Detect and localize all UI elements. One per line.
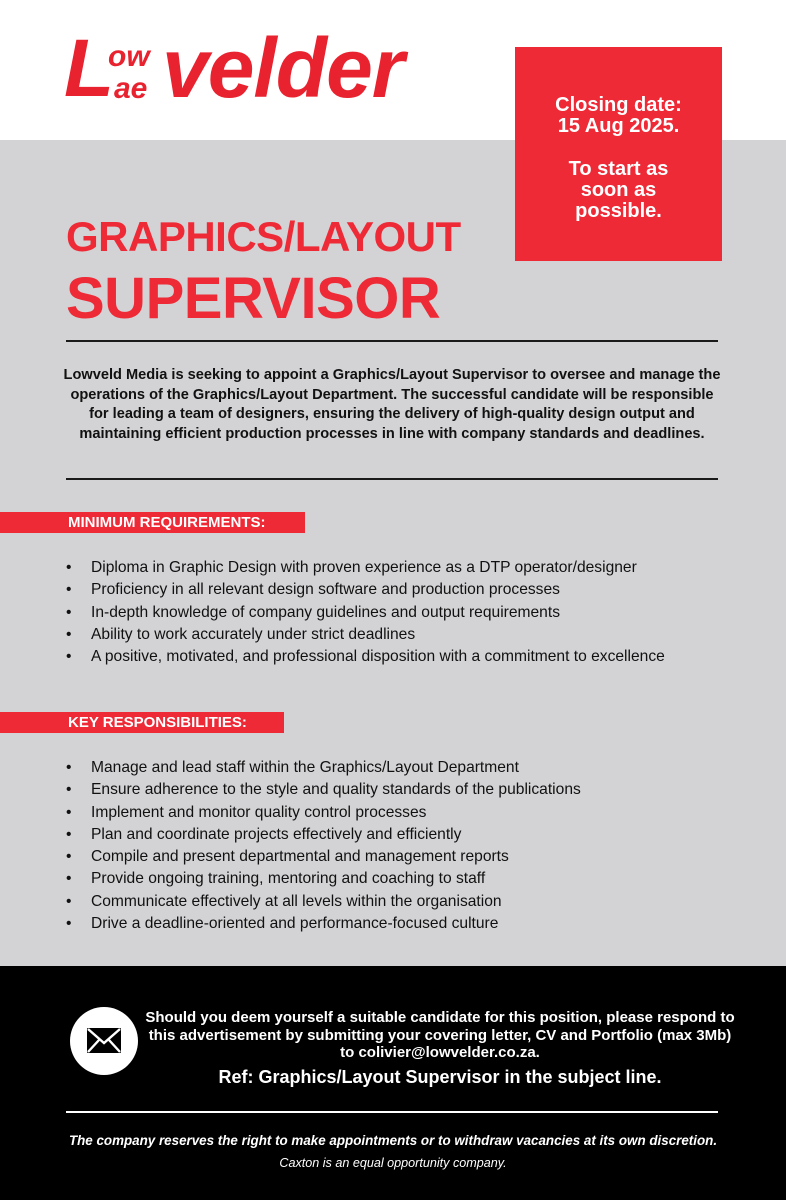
bullet-icon: •	[66, 825, 72, 843]
application-instructions: Should you deem yourself a suitable candidate for this position, please respond to this advertisement by submitting your covering letter, CV and Portfolio (max 3Mb) to colivier@lowvelder.co.za.	[145, 1009, 735, 1061]
equal-opportunity-text: Caxton is an equal opportunity company.	[279, 1156, 507, 1170]
job-title-line2: SUPERVISOR	[66, 266, 441, 331]
lowvelder-logo	[64, 21, 414, 115]
start-note-line1: To start as	[568, 158, 669, 180]
responsibilities-heading: KEY RESPONSIBILITIES:	[0, 712, 284, 733]
list-item: • Plan and coordinate projects effectively and efficiently	[66, 824, 726, 846]
bullet-icon: •	[66, 848, 72, 866]
envelope-icon	[70, 1007, 138, 1075]
list-item: • Provide ongoing training, mentoring and coaching to staff	[66, 868, 726, 890]
bullet-icon: •	[66, 759, 72, 776]
responsibilities-list	[66, 757, 726, 935]
list-item: • Proficiency in all relevant design software and production processes	[66, 579, 726, 601]
divider-top	[66, 340, 718, 342]
list-item: • Ensure adherence to the style and quality standards of the publications	[66, 779, 726, 801]
list-item: • Drive a deadline-oriented and performance-focused culture	[66, 913, 726, 935]
closing-date-label: Closing date:	[555, 94, 682, 116]
intro-paragraph: Lowveld Media is seeking to appoint a Graphics/Layout Supervisor to oversee and manage the operations of the Graphics/Layout Department. The successful candidate will be responsible for leading a team of designers, ensuring the delivery of high-quality design output and maintaining efficient production processes in line with company standards and deadlines.	[63, 367, 721, 442]
logo-upper-small: ow	[108, 40, 150, 73]
bullet-icon: •	[66, 625, 72, 643]
bullet-icon: •	[66, 603, 72, 621]
bullet-icon: •	[66, 870, 72, 888]
list-item: • Communicate effectively at all levels within the organisation	[66, 891, 726, 913]
requirements-heading: MINIMUM REQUIREMENTS:	[0, 512, 305, 533]
logo-wordmark-rest: velder	[162, 21, 404, 115]
job-title-line1: GRAPHICS/LAYOUT	[66, 213, 461, 260]
list-item: • In-depth knowledge of company guidelines and output requirements	[66, 602, 726, 624]
bullet-icon: •	[66, 648, 72, 666]
bullet-icon: •	[66, 915, 72, 933]
list-item: • Ability to work accurately under strict deadlines	[66, 624, 726, 646]
list-item: • Manage and lead staff within the Graphics/Layout Department	[66, 757, 726, 779]
bullet-icon: •	[66, 559, 72, 576]
bullet-icon: •	[66, 781, 72, 799]
list-item: • Implement and monitor quality control processes	[66, 802, 726, 824]
closing-date-box	[515, 47, 722, 261]
start-note-line3: possible.	[575, 200, 662, 222]
list-item: • A positive, motivated, and professional disposition with a commitment to excellence	[66, 646, 726, 668]
bullet-icon: •	[66, 803, 72, 821]
logo-lower-small: ae	[114, 72, 148, 105]
footer-divider	[66, 1111, 718, 1113]
logo-big-letter: L	[64, 23, 115, 114]
disclaimer-text: The company reserves the right to make appointments or to withdraw vacancies at its own discretion.	[68, 1133, 718, 1148]
list-item: • Compile and present departmental and management reports	[66, 846, 726, 868]
bullet-icon: •	[66, 892, 72, 910]
start-note-line2: soon as	[580, 179, 657, 201]
list-item: • Diploma in Graphic Design with proven experience as a DTP operator/designer	[66, 557, 726, 579]
reference-line: Ref: Graphics/Layout Supervisor in the subject line.	[218, 1067, 662, 1087]
closing-date-value: 15 Aug 2025.	[557, 115, 680, 137]
requirements-list	[66, 557, 726, 668]
bullet-icon: •	[66, 581, 72, 599]
divider-bottom	[66, 478, 718, 480]
